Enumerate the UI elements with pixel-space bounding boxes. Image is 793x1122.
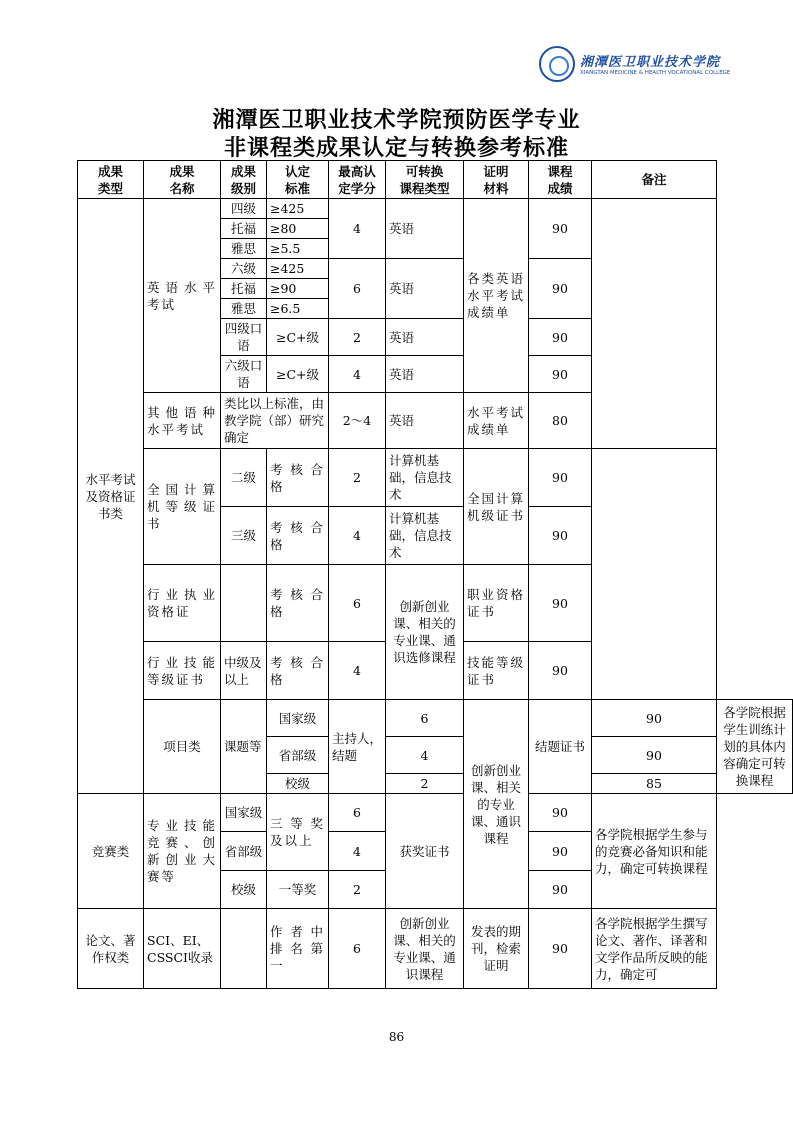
table-cell: 90: [592, 700, 717, 737]
table-cell: 计算机基础，信息技术: [386, 449, 464, 507]
table-cell: 六级: [221, 259, 267, 279]
table-cell: 90: [529, 259, 592, 319]
table-cell: 4: [329, 199, 386, 259]
table-cell: 雅思: [221, 239, 267, 259]
col-header-proof: 证明 材料: [464, 161, 529, 199]
table-cell: 2: [329, 871, 386, 909]
table-cell: 各学院根据学生参与的竞赛必备知识和能力，确定可转换课程: [592, 794, 717, 909]
table-cell: 创新创业课、相关的专业课、通识选修课程: [386, 565, 464, 700]
table-cell: 90: [529, 356, 592, 393]
table-cell: 2: [329, 449, 386, 507]
table-cell: ≥C+级: [267, 356, 329, 393]
logo-english-name: XIANGTAN MEDICINE & HEALTH VOCATIONAL COLLEGE: [580, 70, 731, 76]
table-cell: ≥90: [267, 279, 329, 299]
table-cell: 4: [329, 642, 386, 700]
table-cell: 省部级: [267, 737, 329, 774]
credit-conversion-table: [77, 160, 793, 989]
table-cell: 英语: [386, 259, 464, 319]
table-cell: 90: [529, 794, 592, 832]
table-cell: 三等奖及以上: [267, 794, 329, 871]
table-cell: ≥6.5: [267, 299, 329, 319]
table-cell: 考核合格: [267, 642, 329, 700]
col-header-standard: 认定 标准: [267, 161, 329, 199]
table-cell: 四级: [221, 199, 267, 219]
table-cell: 省部级: [221, 832, 267, 871]
table-cell: 类比以上标准，由教学院（部）研究确定: [221, 393, 329, 449]
table-cell: 英语: [386, 319, 464, 356]
table-cell: 行业技能等级证书: [144, 642, 221, 700]
table-cell: 6: [329, 259, 386, 319]
table-cell: 4: [386, 737, 464, 774]
table-row: [78, 199, 793, 219]
table-cell: 90: [529, 319, 592, 356]
table-cell: 六级口语: [221, 356, 267, 393]
table-cell: 校级: [221, 871, 267, 909]
table-cell: 90: [529, 449, 592, 507]
table-cell: ≥425: [267, 199, 329, 219]
table-cell: 6: [386, 700, 464, 737]
table-cell: SCI、EI、CSSCI收录: [144, 909, 221, 989]
table-cell: 80: [529, 393, 592, 449]
table-cell: 全国计算机级证书: [464, 449, 529, 565]
table-row: [78, 909, 793, 989]
table-cell: 校级: [267, 774, 329, 794]
category-cell: 论文、著作权类: [78, 909, 144, 989]
college-logo: [539, 46, 731, 86]
college-emblem-icon: [539, 46, 575, 82]
table-cell: 90: [529, 832, 592, 871]
page-title-line1: 湘潭医卫职业技术学院预防医学专业: [212, 108, 581, 133]
col-header-course: 可转换 课程类型: [386, 161, 464, 199]
table-cell: 作者中排名第一: [267, 909, 329, 989]
table-cell: 90: [529, 507, 592, 565]
table-cell: 职业资格证书: [464, 565, 529, 642]
table-cell: 中级及以上: [221, 642, 267, 700]
category-cell: 水平考试及资格证书类: [78, 199, 144, 794]
table-cell: 4: [329, 507, 386, 565]
table-cell: 90: [592, 737, 717, 774]
table-cell: 6: [329, 909, 386, 989]
table-cell: 全国计算机等级证书: [144, 449, 221, 565]
col-header-type: 成果 类型: [78, 161, 144, 199]
table-cell: 4: [329, 832, 386, 871]
table-cell: [592, 199, 717, 449]
col-header-score: 课程 成绩: [529, 161, 592, 199]
table-cell: [592, 449, 717, 700]
table-cell: 三级: [221, 507, 267, 565]
table-cell: [221, 909, 267, 989]
table-cell: 行业执业资格证: [144, 565, 221, 642]
table-cell: 一等奖: [267, 871, 329, 909]
table-cell: 90: [529, 642, 592, 700]
table-cell: 国家级: [267, 700, 329, 737]
table-cell: 获奖证书: [386, 794, 464, 909]
table-cell: 各学院根据学生撰写论文、著作、译著和文学作品所反映的能力，确定可: [592, 909, 717, 989]
table-row: [78, 449, 793, 507]
table-cell: 4: [329, 356, 386, 393]
table-cell: 6: [329, 565, 386, 642]
table-cell: 国家级: [221, 794, 267, 832]
table-cell: 各类英语水平考试成绩单: [464, 199, 529, 393]
table-cell: 专业技能竞赛、创新创业大赛等: [144, 794, 221, 909]
table-cell: 技能等级证书: [464, 642, 529, 700]
table-cell: 90: [529, 199, 592, 259]
header-row: [78, 161, 793, 199]
achievement-name: 英语水平考试: [144, 199, 221, 393]
table-cell: 85: [592, 774, 717, 794]
page-title-line2: 非课程类成果认定与转换参考标准: [223, 136, 569, 161]
table-cell: 计算机基础，信息技术: [386, 507, 464, 565]
table-cell: 四级口语: [221, 319, 267, 356]
table-cell: 考核合格: [267, 449, 329, 507]
table-cell: 90: [529, 909, 592, 989]
col-header-note: 备注: [592, 161, 717, 199]
table-cell: 90: [529, 871, 592, 909]
logo-name: 湘潭医卫职业技术学院: [580, 55, 721, 70]
table-cell: ≥C+级: [267, 319, 329, 356]
table-row: [78, 700, 793, 737]
table-cell: 考核合格: [267, 507, 329, 565]
page-number: 86: [388, 1030, 405, 1044]
col-header-credit: 最高认 定学分: [329, 161, 386, 199]
table-cell: 水平考试成绩单: [464, 393, 529, 449]
table-cell: 托福: [221, 219, 267, 239]
table-cell: 2: [329, 319, 386, 356]
table-cell: 6: [329, 794, 386, 832]
table-cell: 二级: [221, 449, 267, 507]
table-cell: 2～4: [329, 393, 386, 449]
table-cell: 创新创业课、相关的专业课、通识课程: [386, 909, 464, 989]
col-header-level: 成果 级别: [221, 161, 267, 199]
table-cell: ≥425: [267, 259, 329, 279]
table-cell: ≥5.5: [267, 239, 329, 259]
table-cell: 托福: [221, 279, 267, 299]
table-cell: 其他语种水平考试: [144, 393, 221, 449]
table-cell: 英语: [386, 199, 464, 259]
table-cell: 创新创业课、相关的专业课、通识课程: [464, 700, 529, 909]
table-row: [78, 794, 793, 832]
table-cell: 发表的期刊，检索证明: [464, 909, 529, 989]
table-cell: 90: [529, 565, 592, 642]
table-cell: 各学院根据学生训练计划的具体内容确定可转换课程: [717, 700, 793, 794]
table-cell: 主持人，结题: [329, 700, 386, 794]
table-cell: [221, 565, 267, 642]
table-cell: 英语: [386, 393, 464, 449]
table-cell: ≥80: [267, 219, 329, 239]
category-cell: 项目类: [144, 700, 221, 794]
col-header-name: 成果 名称: [144, 161, 221, 199]
table-cell: 考核合格: [267, 565, 329, 642]
table-cell: 2: [386, 774, 464, 794]
table-cell: 雅思: [221, 299, 267, 319]
table-cell: 课题等: [221, 700, 267, 794]
table-cell: 英语: [386, 356, 464, 393]
category-cell: 竞赛类: [78, 794, 144, 909]
table-cell: 结题证书: [529, 700, 592, 794]
